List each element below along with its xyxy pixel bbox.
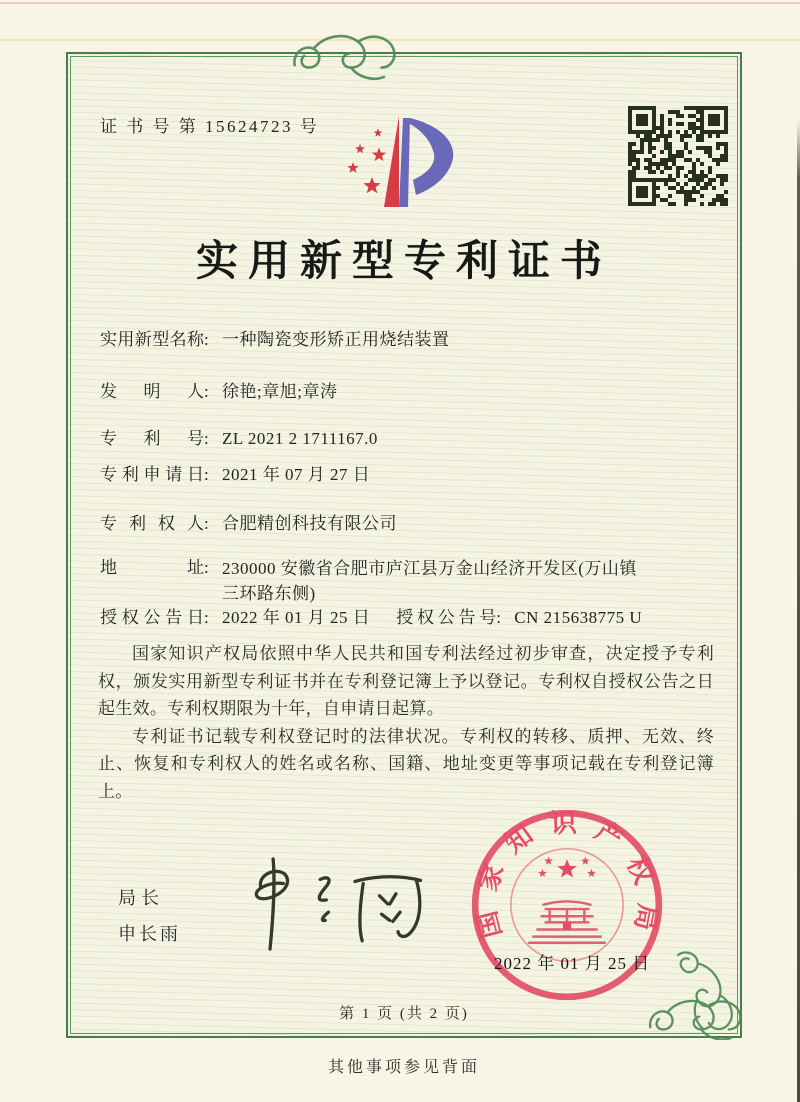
field-value: 230000 安徽省合肥市庐江县万金山经济开发区(万山镇三环路东侧) (222, 559, 637, 603)
scan-artifact-line (0, 2, 800, 4)
field-label: 实用新型名称 (100, 330, 204, 349)
field-value: CN 215638775 U (514, 608, 643, 627)
field-row-patent-number (100, 427, 378, 451)
field-colon: : (204, 558, 209, 577)
field-colon: : (204, 514, 209, 533)
director-title-label: 局长 (118, 888, 164, 908)
grant-number-group (396, 608, 642, 627)
qr-code (628, 106, 728, 206)
field-colon: : (204, 465, 209, 484)
certificate-body (98, 640, 714, 805)
certificate-number: 证 书 号 第 15624723 号 (100, 117, 320, 136)
field-row-grant (100, 606, 642, 630)
grant-seal-date: 2022 年 01 月 25 日 (494, 954, 651, 973)
director-signature (226, 850, 441, 958)
field-value: 徐艳;章旭;章涛 (222, 382, 338, 401)
body-paragraph: 国家知识产权局依照中华人民共和国专利法经过初步审查，决定授予专利权，颁发实用新型专利证书并在专利登记簿上予以登记。专利权自授权公告之日起生效。专利权期限为十年，自申请日起算。 (98, 644, 714, 718)
field-label: 授权公告号 (396, 608, 497, 627)
certificate-title: 实用新型专利证书 (195, 239, 612, 285)
field-row-inventor (100, 380, 337, 404)
field-value: 一种陶瓷变形矫正用烧结装置 (222, 330, 450, 349)
field-value: 合肥精创科技有限公司 (222, 514, 397, 533)
field-value: 2021 年 07 月 27 日 (222, 465, 371, 484)
page-number: 第 1 页 (共 2 页) (339, 1006, 469, 1022)
field-label: 专利申请日 (100, 465, 204, 484)
cnipa-red-seal (468, 806, 666, 1004)
grant-date-group (100, 608, 370, 627)
scroll-flourish-icon (286, 30, 402, 84)
director-name: 申长雨 (118, 924, 181, 944)
field-row-filing-date (100, 463, 370, 487)
field-row-address (100, 556, 654, 606)
field-colon: : (204, 608, 209, 627)
field-label: 授权公告日 (100, 608, 204, 627)
seal-ring-text: 国家知识产权局 (471, 807, 664, 942)
field-colon: : (204, 330, 209, 349)
field-colon: : (204, 429, 209, 448)
field-colon: : (496, 608, 501, 627)
back-side-note: 其他事项参见背面 (327, 1059, 480, 1076)
national-emblem (538, 857, 596, 878)
cnipa-logo (328, 110, 480, 220)
field-value: 2022 年 01 月 25 日 (222, 608, 371, 627)
field-row-patentee (100, 512, 397, 536)
field-value: ZL 2021 2 1711167.0 (222, 429, 378, 448)
field-label: 专利权人 (100, 514, 204, 533)
field-label: 发明人 (100, 382, 204, 401)
field-colon: : (204, 382, 209, 401)
body-paragraph: 专利证书记载专利权登记时的法律状况。专利权的转移、质押、无效、终止、恢复和专利权人的姓名或名称、国籍、地址变更等事项记载在专利登记簿上。 (98, 726, 714, 801)
field-row-name (100, 328, 450, 352)
field-label: 专利号 (100, 429, 204, 448)
field-label: 地址 (100, 558, 204, 577)
